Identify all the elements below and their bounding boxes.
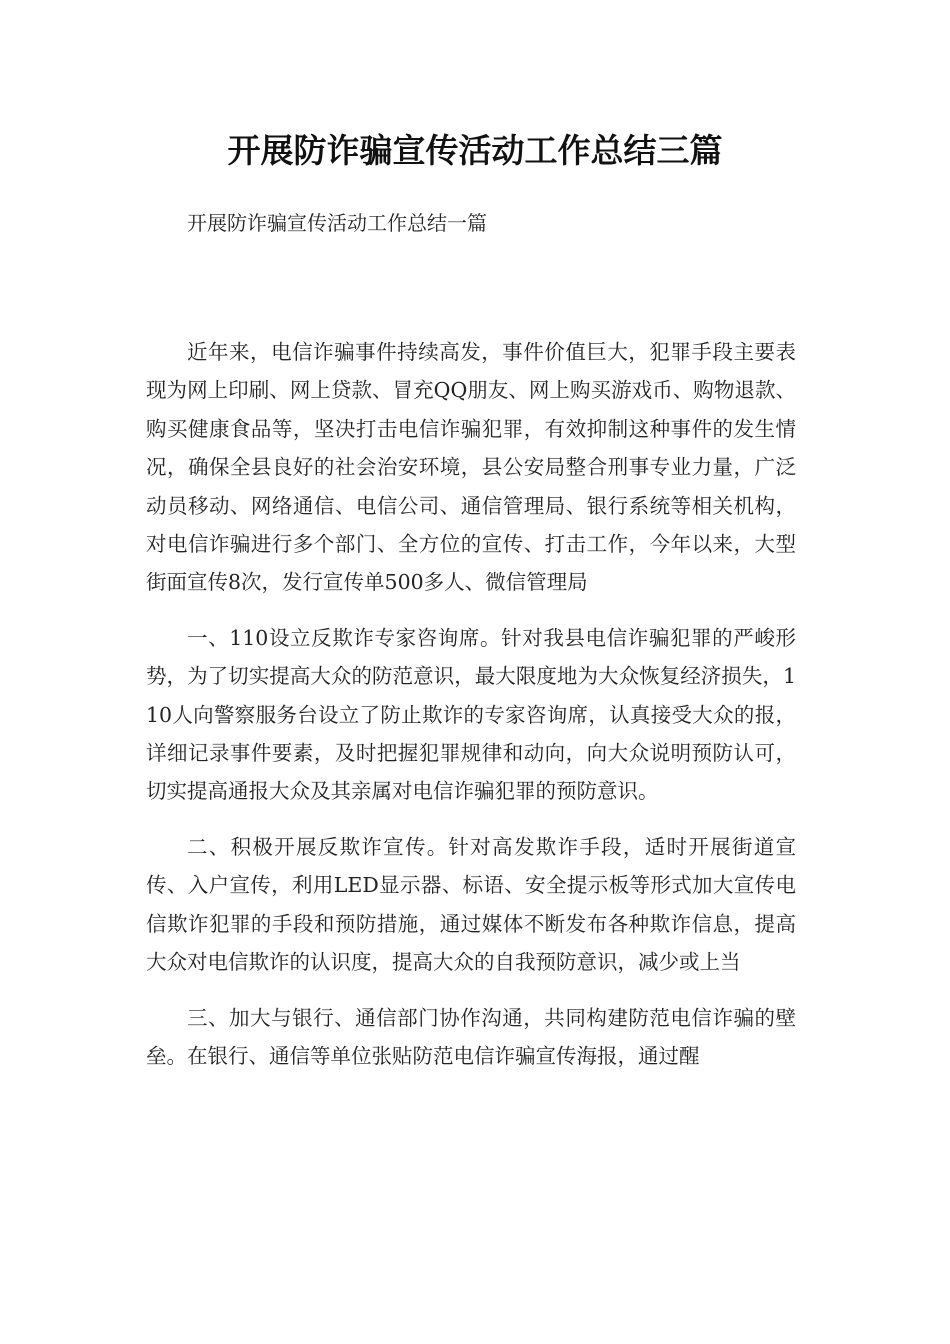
paragraph-section-1: 一、110设立反欺诈专家咨询席。针对我县电信诈骗犯罪的严峻形势，为了切实提高大众的防范意识，最大限度地为大众恢复经济损失，110人向警察服务台设立了防止欺诈的专家咨询席，认真接受大众的报，详细记录事件要素，及时把握犯罪规律和动向，向大众说明预防认可，切实提高通报大众及其亲属对电信诈骗犯罪的预防意识。 [146,625,796,804]
paragraph-intro: 近年来，电信诈骗事件持续高发，事件价值巨大，犯罪手段主要表现为网上印刷、网上贷款、冒充QQ朋友、网上购买游戏币、购物退款、购买健康食品等，坚决打击电信诈骗犯罪，有效抑制这种事件的发生情况，确保全县良好的社会治安环境，县公安局整合刑事专业力量，广泛动员移动、网络通信、电信公司、通信管理局、银行系统等相关机构，对电信诈骗进行多个部门、全方位的宣传、打击工作，今年以来，大型街面宣传8次，发行宣传单500多人、微信管理局 [146,340,796,595]
document-subtitle: 开展防诈骗宣传活动工作总结一篇 [187,211,487,235]
paragraph-section-2: 二、积极开展反欺诈宣传。针对高发欺诈手段，适时开展街道宣传、入户宣传，利用LED显示器、标语、安全提示板等形式加大宣传电信欺诈犯罪的手段和预防措施，通过媒体不断发布各种欺诈信息，提高大众对电信欺诈的认识度，提高大众的自我预防意识，减少或上当 [146,834,796,975]
document-body [146,333,796,1092]
paragraph-section-3: 三、加大与银行、通信部门协作沟通，共同构建防范电信诈骗的壁垒。在银行、通信等单位张贴防范电信诈骗宣传海报，通过醒 [146,1005,796,1068]
document-title: 开展防诈骗宣传活动工作总结三篇 [227,131,723,170]
